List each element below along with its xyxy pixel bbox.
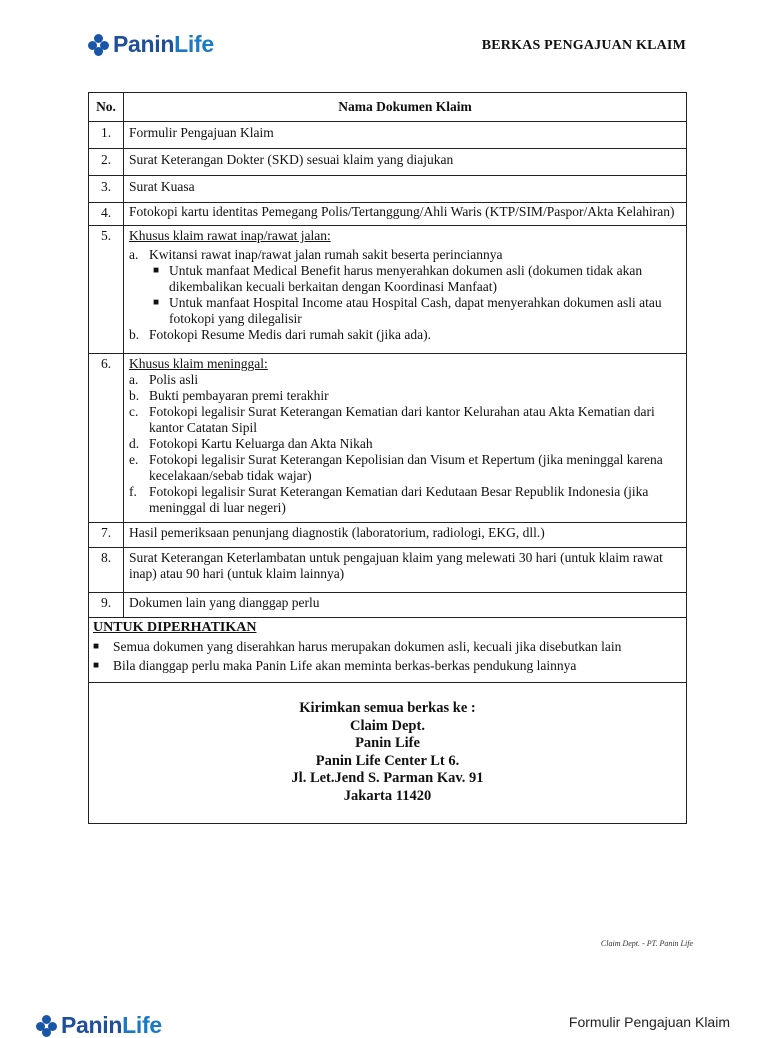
send-to-address bbox=[89, 683, 687, 824]
list-item bbox=[129, 484, 681, 516]
note-text: Bila dianggap perlu maka Panin Life akan meminta berkas-berkas pendukung lainnya bbox=[113, 658, 577, 673]
logo-text: PaninLife bbox=[113, 31, 214, 57]
bullet-icon: ■ bbox=[93, 641, 100, 652]
list-item bbox=[129, 404, 681, 436]
panin-life-logo bbox=[88, 33, 214, 56]
next-page-title: Formulir Pengajuan Klaim bbox=[568, 1014, 730, 1030]
item-text: Fotokopi Kartu Keluarga dan Akta Nikah bbox=[149, 436, 373, 451]
send-to-line: Kirimkan semua berkas ke : bbox=[299, 700, 476, 716]
item-text: Kwitansi rawat inap/rawat jalan rumah sakit beserta perinciannya bbox=[149, 247, 503, 262]
page-title: BERKAS PENGAJUAN KLAIM bbox=[481, 38, 686, 53]
row-document-name bbox=[124, 354, 687, 523]
panin-flower-icon bbox=[36, 1015, 58, 1037]
row-number: 7. bbox=[89, 523, 124, 548]
item-text: Bukti pembayaran premi terakhir bbox=[149, 388, 329, 403]
row-document-name: Hasil pemeriksaan penunjang diagnostik (laboratorium, radiologi, EKG, dll.) bbox=[124, 523, 687, 548]
send-to-line: Jl. Let.Jend S. Parman Kav. 91 bbox=[291, 770, 484, 786]
row-document-name: Formulir Pengajuan Klaim bbox=[124, 122, 687, 149]
item-letter: b. bbox=[129, 327, 140, 342]
bullet-icon: ■ bbox=[153, 297, 160, 308]
logo-text: PaninLife bbox=[61, 1012, 162, 1038]
item-letter: f. bbox=[129, 484, 137, 499]
item-letter: e. bbox=[129, 452, 139, 467]
notes-row bbox=[89, 618, 687, 683]
table-row bbox=[89, 548, 687, 593]
item-text: Fotokopi legalisir Surat Keterangan Kematian dari kantor Kelurahan atau Akta Kematian dari kantor Catatan Sipil bbox=[149, 404, 655, 435]
table-row bbox=[89, 203, 687, 226]
table-row bbox=[89, 226, 687, 354]
row-number: 8. bbox=[89, 548, 124, 593]
item-letter: a. bbox=[129, 372, 139, 387]
notes-title: UNTUK DIPERHATIKAN bbox=[93, 620, 257, 635]
item-text: Fotokopi Resume Medis dari rumah sakit (jika ada). bbox=[149, 327, 431, 342]
row-number: 1. bbox=[89, 122, 124, 149]
list-item bbox=[129, 388, 681, 404]
send-to-line: Panin Life Center Lt 6. bbox=[315, 752, 460, 769]
item-text: Polis asli bbox=[149, 372, 199, 387]
item-letter: c. bbox=[129, 404, 139, 419]
list-item bbox=[129, 247, 681, 263]
column-header-name: Nama Dokumen Klaim bbox=[124, 93, 687, 122]
table-row bbox=[89, 523, 687, 548]
bullet-text: Untuk manfaat Medical Benefit harus menyerahkan dokumen asli (dokumen tidak akan dikembalikan kecuali berkaitan dengan Koordinasi Manfaat) bbox=[169, 263, 643, 294]
row-document-name: Surat Keterangan Keterlambatan untuk pengajuan klaim yang melewati 30 hari (untuk klaim rawat inap) atau 90 hari (untuk klaim lainnya) bbox=[124, 548, 687, 593]
row-number: 5. bbox=[89, 226, 124, 354]
claim-documents-table bbox=[88, 92, 687, 824]
item-text: Fotokopi legalisir Surat Keterangan Kepolisian dan Visum et Repertum (jika meninggal karena kecelakaan/sebab tidak wajar) bbox=[149, 452, 663, 483]
row-document-name: Fotokopi kartu identitas Pemegang Polis/Tertanggung/Ahli Waris (KTP/SIM/Paspor/Akta Kelahiran) bbox=[124, 203, 687, 226]
item-letter: b. bbox=[129, 388, 140, 403]
row-number: 2. bbox=[89, 149, 124, 176]
notes-section bbox=[89, 618, 687, 683]
row-number: 6. bbox=[89, 354, 124, 523]
column-header-no: No. bbox=[89, 93, 124, 122]
send-to-row bbox=[89, 683, 687, 824]
section-heading: Khusus klaim rawat inap/rawat jalan: bbox=[129, 228, 331, 243]
table-row bbox=[89, 122, 687, 149]
list-item bbox=[129, 452, 681, 484]
item-letter: a. bbox=[129, 247, 139, 262]
panin-flower-icon bbox=[88, 34, 110, 56]
row-document-name: Surat Kuasa bbox=[124, 176, 687, 203]
row-number: 3. bbox=[89, 176, 124, 203]
row-number: 4. bbox=[89, 203, 124, 226]
item-letter: d. bbox=[129, 436, 140, 451]
bullet-icon: ■ bbox=[93, 660, 100, 671]
section-heading: Khusus klaim meninggal: bbox=[129, 356, 268, 371]
bullet-item bbox=[129, 263, 681, 295]
next-page-logo bbox=[36, 1014, 162, 1037]
bullet-item bbox=[129, 295, 681, 327]
table-row bbox=[89, 176, 687, 203]
list-item bbox=[129, 372, 681, 388]
table-header-row bbox=[89, 93, 687, 122]
row-document-name: Surat Keterangan Dokter (SKD) sesuai klaim yang diajukan bbox=[124, 149, 687, 176]
table-row bbox=[89, 149, 687, 176]
note-text: Semua dokumen yang diserahkan harus merupakan dokumen asli, kecuali jika disebutkan lain bbox=[113, 639, 622, 654]
row-number: 9. bbox=[89, 593, 124, 618]
send-to-line: Panin Life bbox=[355, 735, 420, 751]
footer-note: Claim Dept. - PT. Panin Life bbox=[600, 939, 693, 948]
table-row bbox=[89, 354, 687, 523]
send-to-line: Claim Dept. bbox=[350, 717, 425, 734]
table-row bbox=[89, 593, 687, 618]
row-document-name bbox=[124, 226, 687, 354]
bullet-text: Untuk manfaat Hospital Income atau Hospital Cash, dapat menyerahkan dokumen asli atau fotokopi yang dilegalisir bbox=[169, 295, 662, 326]
send-to-line: Jakarta 11420 bbox=[343, 787, 432, 804]
row-document-name: Dokumen lain yang dianggap perlu bbox=[124, 593, 687, 618]
list-item bbox=[129, 436, 681, 452]
note-item bbox=[93, 658, 682, 674]
item-text: Fotokopi legalisir Surat Keterangan Kematian dari Kedutaan Besar Republik Indonesia (jika meninggal di luar negeri) bbox=[149, 484, 649, 515]
bullet-icon: ■ bbox=[153, 265, 160, 276]
note-item bbox=[93, 639, 682, 655]
list-item bbox=[129, 327, 681, 343]
